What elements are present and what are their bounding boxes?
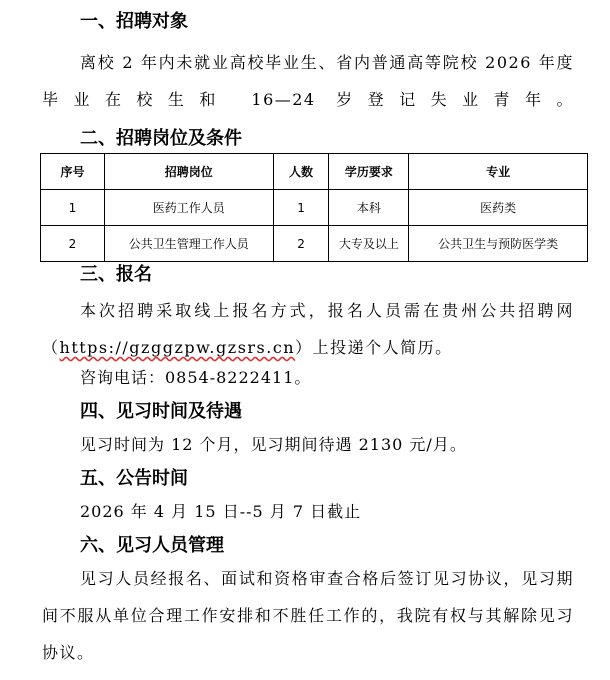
column-header-major: 专业 xyxy=(409,154,588,190)
section-heading-notice-period: 五、公告时间 xyxy=(80,468,188,489)
table-row xyxy=(41,190,588,226)
table-cell-education: 大专及以上 xyxy=(329,226,409,262)
consult-phone: 咨询电话：0854-8222411。 xyxy=(80,368,312,387)
table-cell-position: 公共卫生管理工作人员 xyxy=(104,226,273,262)
table-row xyxy=(41,226,588,262)
recruitment-site-link[interactable]: https://gzggzpw.gzsrs.cn xyxy=(59,338,296,357)
section-heading-positions: 二、招聘岗位及条件 xyxy=(80,128,242,149)
positions-table xyxy=(40,153,588,262)
column-header-count: 人数 xyxy=(273,154,329,190)
column-header-education: 学历要求 xyxy=(329,154,409,190)
table-cell-education: 本科 xyxy=(329,190,409,226)
column-header-index: 序号 xyxy=(41,154,105,190)
internship-terms: 见习时间为 12 个月，见习期间待遇 2130 元/月。 xyxy=(80,435,467,454)
table-cell-major: 医药类 xyxy=(409,190,588,226)
section-heading-recruit-target: 一、招聘对象 xyxy=(80,11,188,32)
column-header-position: 招聘岗位 xyxy=(104,154,273,190)
notice-period-dates: 2026 年 4 月 15 日--5 月 7 日截止 xyxy=(80,502,362,521)
table-cell-index: 2 xyxy=(41,226,105,262)
signup-text-before: 本次招聘采取线上报名方式，报名人员需在贵州公共招聘网（ xyxy=(42,301,574,357)
management-paragraph: 见习人员经报名、面试和资格审查合格后签订见习协议，见习期间不服从单位合理工作安排和不胜任工作的，我院有权与其解除见习协议。 xyxy=(42,569,574,662)
recruit-target-paragraph: 离校 2 年内未就业高校毕业生、省内普通高等院校 2026 年度毕业在校生和 16—24 岁登记失业青年。 xyxy=(42,53,574,109)
table-cell-position: 医药工作人员 xyxy=(104,190,273,226)
table-cell-count: 1 xyxy=(273,190,329,226)
table-header-row xyxy=(41,154,588,190)
signup-text-after: ）上投递个人简历。 xyxy=(295,338,453,357)
table-cell-index: 1 xyxy=(41,190,105,226)
section-heading-management: 六、见习人员管理 xyxy=(80,535,224,556)
table-cell-major: 公共卫生与预防医学类 xyxy=(409,226,588,262)
section-heading-signup: 三、报名 xyxy=(80,264,152,285)
section-heading-internship: 四、见习时间及待遇 xyxy=(80,401,242,422)
signup-paragraph xyxy=(42,292,574,366)
table-cell-count: 2 xyxy=(273,226,329,262)
